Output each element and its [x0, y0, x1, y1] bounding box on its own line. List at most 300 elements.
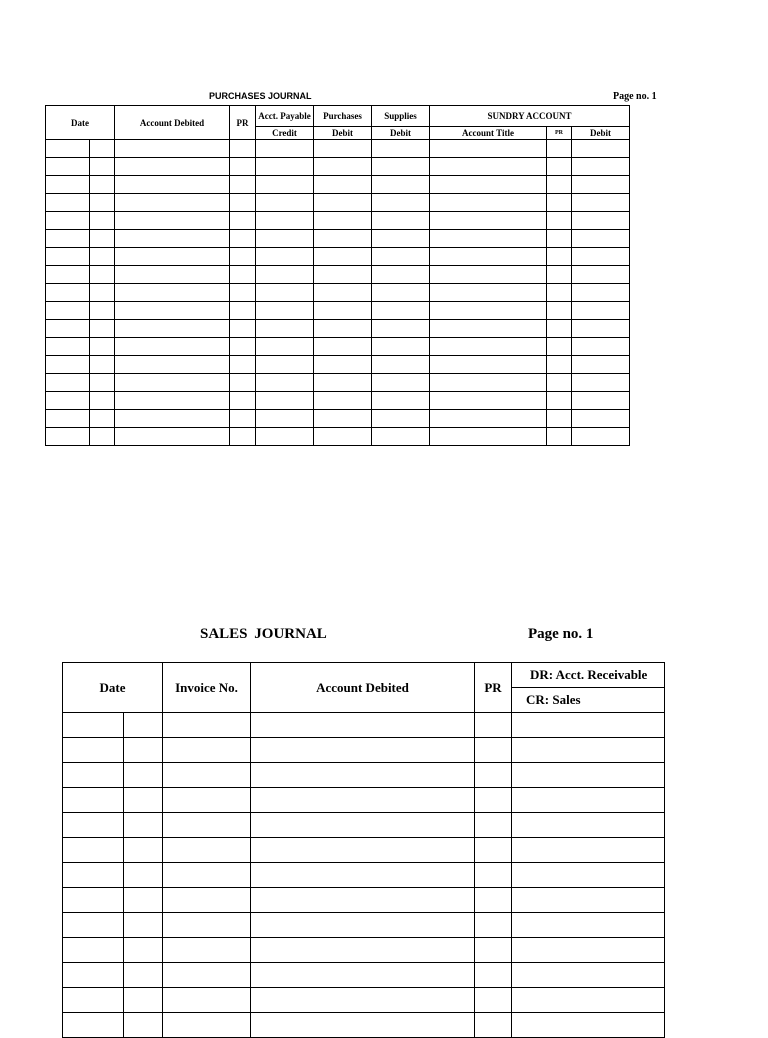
blank-cell[interactable]: [314, 338, 372, 356]
header-date: Date: [46, 106, 115, 140]
blank-cell[interactable]: [547, 302, 572, 320]
blank-cell[interactable]: [512, 713, 665, 738]
blank-cell[interactable]: [124, 963, 163, 988]
blank-cell[interactable]: [46, 428, 90, 446]
blank-cell[interactable]: [475, 888, 512, 913]
header-date: Date: [63, 663, 163, 713]
blank-cell[interactable]: [46, 374, 90, 392]
blank-cell[interactable]: [90, 356, 115, 374]
blank-cell[interactable]: [547, 284, 572, 302]
header-cr-sales: CR: Sales: [512, 688, 665, 713]
blank-cell[interactable]: [572, 428, 630, 446]
header-pr: PR: [230, 106, 256, 140]
table-row: [63, 763, 665, 788]
blank-cell[interactable]: [46, 320, 90, 338]
blank-cell[interactable]: [90, 212, 115, 230]
blank-cell[interactable]: [547, 374, 572, 392]
blank-cell[interactable]: [46, 140, 90, 158]
blank-cell[interactable]: [63, 988, 124, 1013]
blank-cell[interactable]: [163, 988, 251, 1013]
blank-cell[interactable]: [46, 410, 90, 428]
blank-cell[interactable]: [314, 212, 372, 230]
blank-cell[interactable]: [163, 863, 251, 888]
blank-cell[interactable]: [115, 194, 230, 212]
blank-cell[interactable]: [572, 194, 630, 212]
blank-cell[interactable]: [163, 763, 251, 788]
blank-cell[interactable]: [547, 140, 572, 158]
blank-cell[interactable]: [547, 428, 572, 446]
blank-cell[interactable]: [572, 140, 630, 158]
blank-cell[interactable]: [475, 938, 512, 963]
blank-cell[interactable]: [512, 863, 665, 888]
blank-cell[interactable]: [314, 284, 372, 302]
table-row: [63, 788, 665, 813]
blank-cell[interactable]: [256, 356, 314, 374]
blank-cell[interactable]: [230, 428, 256, 446]
blank-cell[interactable]: [63, 1013, 124, 1038]
blank-cell[interactable]: [430, 158, 547, 176]
header-purchases-debit: Debit: [314, 127, 372, 140]
blank-cell[interactable]: [372, 356, 430, 374]
blank-cell[interactable]: [572, 230, 630, 248]
blank-cell[interactable]: [230, 140, 256, 158]
blank-cell[interactable]: [163, 888, 251, 913]
table-row: [46, 284, 630, 302]
blank-cell[interactable]: [115, 338, 230, 356]
blank-cell[interactable]: [63, 913, 124, 938]
blank-cell[interactable]: [430, 320, 547, 338]
table-row: [46, 356, 630, 374]
blank-cell[interactable]: [63, 938, 124, 963]
blank-cell[interactable]: [256, 266, 314, 284]
blank-cell[interactable]: [547, 392, 572, 410]
blank-cell[interactable]: [115, 158, 230, 176]
blank-cell[interactable]: [572, 338, 630, 356]
blank-cell[interactable]: [430, 284, 547, 302]
blank-cell[interactable]: [512, 963, 665, 988]
blank-cell[interactable]: [572, 392, 630, 410]
blank-cell[interactable]: [63, 963, 124, 988]
blank-cell[interactable]: [572, 176, 630, 194]
blank-cell[interactable]: [115, 176, 230, 194]
blank-cell[interactable]: [63, 863, 124, 888]
table-row: [63, 713, 665, 738]
blank-cell[interactable]: [46, 266, 90, 284]
blank-cell[interactable]: [163, 963, 251, 988]
blank-cell[interactable]: [314, 158, 372, 176]
blank-cell[interactable]: [90, 320, 115, 338]
blank-cell[interactable]: [90, 284, 115, 302]
blank-cell[interactable]: [256, 176, 314, 194]
blank-cell[interactable]: [46, 158, 90, 176]
blank-cell[interactable]: [512, 788, 665, 813]
blank-cell[interactable]: [115, 410, 230, 428]
blank-cell[interactable]: [163, 838, 251, 863]
blank-cell[interactable]: [256, 302, 314, 320]
blank-cell[interactable]: [46, 356, 90, 374]
blank-cell[interactable]: [230, 194, 256, 212]
blank-cell[interactable]: [475, 913, 512, 938]
blank-cell[interactable]: [163, 738, 251, 763]
blank-cell[interactable]: [124, 988, 163, 1013]
blank-cell[interactable]: [115, 302, 230, 320]
blank-cell[interactable]: [251, 788, 475, 813]
blank-cell[interactable]: [572, 284, 630, 302]
blank-cell[interactable]: [124, 838, 163, 863]
blank-cell[interactable]: [314, 356, 372, 374]
blank-cell[interactable]: [46, 392, 90, 410]
blank-cell[interactable]: [256, 392, 314, 410]
blank-cell[interactable]: [314, 176, 372, 194]
blank-cell[interactable]: [251, 1013, 475, 1038]
blank-cell[interactable]: [230, 284, 256, 302]
blank-cell[interactable]: [430, 230, 547, 248]
blank-cell[interactable]: [372, 266, 430, 284]
blank-cell[interactable]: [230, 266, 256, 284]
table-row: [46, 158, 630, 176]
blank-cell[interactable]: [372, 176, 430, 194]
blank-cell[interactable]: [547, 266, 572, 284]
header-account-debited: Account Debited: [251, 663, 475, 713]
blank-cell[interactable]: [230, 320, 256, 338]
blank-cell[interactable]: [430, 194, 547, 212]
blank-cell[interactable]: [251, 763, 475, 788]
blank-cell[interactable]: [46, 230, 90, 248]
blank-cell[interactable]: [256, 320, 314, 338]
blank-cell[interactable]: [430, 410, 547, 428]
blank-cell[interactable]: [163, 938, 251, 963]
blank-cell[interactable]: [46, 284, 90, 302]
blank-cell[interactable]: [230, 374, 256, 392]
blank-cell[interactable]: [572, 374, 630, 392]
blank-cell[interactable]: [63, 813, 124, 838]
blank-cell[interactable]: [256, 248, 314, 266]
header-sundry-debit: Debit: [572, 127, 630, 140]
blank-cell[interactable]: [256, 212, 314, 230]
blank-cell[interactable]: [90, 302, 115, 320]
blank-cell[interactable]: [251, 838, 475, 863]
header-purchases: Purchases: [314, 106, 372, 127]
blank-cell[interactable]: [124, 813, 163, 838]
header-sundry-pr: PR: [547, 127, 572, 140]
blank-cell[interactable]: [230, 176, 256, 194]
blank-cell[interactable]: [572, 212, 630, 230]
blank-cell[interactable]: [572, 302, 630, 320]
blank-cell[interactable]: [372, 158, 430, 176]
table-row: [46, 428, 630, 446]
blank-cell[interactable]: [430, 302, 547, 320]
blank-cell[interactable]: [256, 140, 314, 158]
blank-cell[interactable]: [572, 266, 630, 284]
blank-cell[interactable]: [372, 410, 430, 428]
blank-cell[interactable]: [46, 176, 90, 194]
blank-cell[interactable]: [475, 738, 512, 763]
sales-journal-page-number: Page no. 1: [528, 626, 594, 642]
blank-cell[interactable]: [372, 338, 430, 356]
blank-cell[interactable]: [163, 788, 251, 813]
blank-cell[interactable]: [251, 813, 475, 838]
blank-cell[interactable]: [115, 212, 230, 230]
blank-cell[interactable]: [124, 888, 163, 913]
blank-cell[interactable]: [547, 194, 572, 212]
blank-cell[interactable]: [115, 320, 230, 338]
blank-cell[interactable]: [230, 212, 256, 230]
blank-cell[interactable]: [124, 913, 163, 938]
blank-cell[interactable]: [512, 1013, 665, 1038]
blank-cell[interactable]: [251, 713, 475, 738]
blank-cell[interactable]: [547, 176, 572, 194]
blank-cell[interactable]: [372, 212, 430, 230]
blank-cell[interactable]: [430, 356, 547, 374]
blank-cell[interactable]: [572, 410, 630, 428]
blank-cell[interactable]: [115, 230, 230, 248]
blank-cell[interactable]: [314, 140, 372, 158]
blank-cell[interactable]: [372, 374, 430, 392]
purchases-journal-page-number: Page no. 1: [613, 91, 657, 102]
blank-cell[interactable]: [372, 194, 430, 212]
blank-cell[interactable]: [372, 284, 430, 302]
blank-cell[interactable]: [115, 392, 230, 410]
blank-cell[interactable]: [256, 428, 314, 446]
table-row: [46, 338, 630, 356]
blank-cell[interactable]: [256, 284, 314, 302]
purchases-journal-title: PURCHASES JOURNAL: [209, 91, 312, 101]
blank-cell[interactable]: [90, 338, 115, 356]
blank-cell[interactable]: [163, 913, 251, 938]
blank-cell[interactable]: [430, 338, 547, 356]
header-supplies: Supplies: [372, 106, 430, 127]
blank-cell[interactable]: [115, 356, 230, 374]
table-row: [63, 988, 665, 1013]
blank-cell[interactable]: [63, 713, 124, 738]
table-row: [63, 888, 665, 913]
blank-cell[interactable]: [314, 194, 372, 212]
blank-cell[interactable]: [63, 738, 124, 763]
blank-cell[interactable]: [163, 813, 251, 838]
blank-cell[interactable]: [430, 428, 547, 446]
blank-cell[interactable]: [547, 320, 572, 338]
blank-cell[interactable]: [256, 230, 314, 248]
blank-cell[interactable]: [547, 248, 572, 266]
blank-cell[interactable]: [512, 838, 665, 863]
blank-cell[interactable]: [90, 248, 115, 266]
blank-cell[interactable]: [230, 158, 256, 176]
blank-cell[interactable]: [46, 302, 90, 320]
blank-cell[interactable]: [372, 140, 430, 158]
blank-cell[interactable]: [230, 356, 256, 374]
blank-cell[interactable]: [46, 212, 90, 230]
blank-cell[interactable]: [475, 838, 512, 863]
blank-cell[interactable]: [475, 763, 512, 788]
blank-cell[interactable]: [251, 888, 475, 913]
purchases-journal-table: [45, 105, 630, 446]
blank-cell[interactable]: [512, 888, 665, 913]
blank-cell[interactable]: [512, 738, 665, 763]
blank-cell[interactable]: [230, 230, 256, 248]
blank-cell[interactable]: [475, 963, 512, 988]
blank-cell[interactable]: [124, 713, 163, 738]
blank-cell[interactable]: [314, 392, 372, 410]
blank-cell[interactable]: [124, 863, 163, 888]
table-row: [46, 194, 630, 212]
table-row: [63, 813, 665, 838]
header-sundry-account-title: Account Title: [430, 127, 547, 140]
blank-cell[interactable]: [251, 963, 475, 988]
table-row: [63, 863, 665, 888]
blank-cell[interactable]: [547, 338, 572, 356]
blank-cell[interactable]: [46, 338, 90, 356]
table-row: [46, 302, 630, 320]
blank-cell[interactable]: [475, 713, 512, 738]
header-pr: PR: [475, 663, 512, 713]
table-row: [46, 212, 630, 230]
blank-cell[interactable]: [63, 788, 124, 813]
blank-cell[interactable]: [251, 988, 475, 1013]
header-invoice-no: Invoice No.: [163, 663, 251, 713]
blank-cell[interactable]: [115, 248, 230, 266]
blank-cell[interactable]: [163, 1013, 251, 1038]
blank-cell[interactable]: [256, 338, 314, 356]
table-row: [46, 410, 630, 428]
blank-cell[interactable]: [512, 938, 665, 963]
blank-cell[interactable]: [230, 248, 256, 266]
blank-cell[interactable]: [475, 988, 512, 1013]
sales-journal-table: [62, 662, 665, 1038]
blank-cell[interactable]: [512, 763, 665, 788]
blank-cell[interactable]: [230, 392, 256, 410]
blank-cell[interactable]: [512, 988, 665, 1013]
blank-cell[interactable]: [90, 230, 115, 248]
blank-cell[interactable]: [314, 410, 372, 428]
blank-cell[interactable]: [256, 158, 314, 176]
blank-cell[interactable]: [90, 176, 115, 194]
blank-cell[interactable]: [63, 838, 124, 863]
blank-cell[interactable]: [547, 158, 572, 176]
blank-cell[interactable]: [430, 266, 547, 284]
blank-cell[interactable]: [251, 913, 475, 938]
table-row: [46, 374, 630, 392]
blank-cell[interactable]: [90, 194, 115, 212]
blank-cell[interactable]: [314, 266, 372, 284]
blank-cell[interactable]: [251, 863, 475, 888]
blank-cell[interactable]: [90, 392, 115, 410]
blank-cell[interactable]: [115, 284, 230, 302]
sales-journal-title: SALES JOURNAL: [200, 626, 327, 642]
table-row: [63, 838, 665, 863]
blank-cell[interactable]: [430, 392, 547, 410]
blank-cell[interactable]: [115, 428, 230, 446]
table-row: [63, 738, 665, 763]
blank-cell[interactable]: [430, 374, 547, 392]
header-acct-payable-credit: Credit: [256, 127, 314, 140]
blank-cell[interactable]: [230, 410, 256, 428]
blank-cell[interactable]: [90, 266, 115, 284]
blank-cell[interactable]: [90, 374, 115, 392]
blank-cell[interactable]: [256, 194, 314, 212]
blank-cell[interactable]: [430, 176, 547, 194]
blank-cell[interactable]: [430, 212, 547, 230]
blank-cell[interactable]: [46, 248, 90, 266]
blank-cell[interactable]: [547, 410, 572, 428]
blank-cell[interactable]: [63, 763, 124, 788]
table-row: [46, 320, 630, 338]
blank-cell[interactable]: [90, 158, 115, 176]
blank-cell[interactable]: [430, 140, 547, 158]
table-row: [46, 248, 630, 266]
blank-cell[interactable]: [124, 938, 163, 963]
blank-cell[interactable]: [314, 302, 372, 320]
blank-cell[interactable]: [372, 392, 430, 410]
blank-cell[interactable]: [547, 356, 572, 374]
blank-cell[interactable]: [372, 230, 430, 248]
blank-cell[interactable]: [230, 302, 256, 320]
blank-cell[interactable]: [256, 374, 314, 392]
blank-cell[interactable]: [46, 194, 90, 212]
blank-cell[interactable]: [475, 863, 512, 888]
header-sundry-account: SUNDRY ACCOUNT: [430, 106, 630, 127]
blank-cell[interactable]: [314, 428, 372, 446]
blank-cell[interactable]: [124, 1013, 163, 1038]
header-dr-acct-receivable: DR: Acct. Receivable: [512, 663, 665, 688]
blank-cell[interactable]: [115, 266, 230, 284]
blank-cell[interactable]: [163, 713, 251, 738]
blank-cell[interactable]: [124, 763, 163, 788]
table-row: [46, 266, 630, 284]
blank-cell[interactable]: [115, 140, 230, 158]
blank-cell[interactable]: [314, 248, 372, 266]
blank-cell[interactable]: [430, 248, 547, 266]
blank-cell[interactable]: [63, 888, 124, 913]
blank-cell[interactable]: [256, 410, 314, 428]
blank-cell[interactable]: [547, 230, 572, 248]
header-acct-payable: Acct. Payable: [256, 106, 314, 127]
blank-cell[interactable]: [512, 913, 665, 938]
blank-cell[interactable]: [372, 302, 430, 320]
blank-cell[interactable]: [512, 813, 665, 838]
blank-cell[interactable]: [115, 374, 230, 392]
blank-cell[interactable]: [230, 338, 256, 356]
blank-cell[interactable]: [475, 788, 512, 813]
blank-cell[interactable]: [572, 248, 630, 266]
blank-cell[interactable]: [314, 320, 372, 338]
blank-cell[interactable]: [124, 738, 163, 763]
blank-cell[interactable]: [314, 230, 372, 248]
blank-cell[interactable]: [475, 813, 512, 838]
blank-cell[interactable]: [572, 356, 630, 374]
blank-cell[interactable]: [90, 410, 115, 428]
table-row: [46, 176, 630, 194]
blank-cell[interactable]: [90, 428, 115, 446]
table-row: [63, 1013, 665, 1038]
blank-cell[interactable]: [251, 938, 475, 963]
blank-cell[interactable]: [572, 158, 630, 176]
blank-cell[interactable]: [251, 738, 475, 763]
blank-cell[interactable]: [372, 320, 430, 338]
blank-cell[interactable]: [314, 374, 372, 392]
table-row: [63, 938, 665, 963]
blank-cell[interactable]: [124, 788, 163, 813]
table-row: [46, 392, 630, 410]
blank-cell[interactable]: [90, 140, 115, 158]
table-row: [46, 140, 630, 158]
blank-cell[interactable]: [572, 320, 630, 338]
blank-cell[interactable]: [547, 212, 572, 230]
blank-cell[interactable]: [372, 428, 430, 446]
table-row: [46, 230, 630, 248]
blank-cell[interactable]: [475, 1013, 512, 1038]
header-supplies-debit: Debit: [372, 127, 430, 140]
blank-cell[interactable]: [372, 248, 430, 266]
